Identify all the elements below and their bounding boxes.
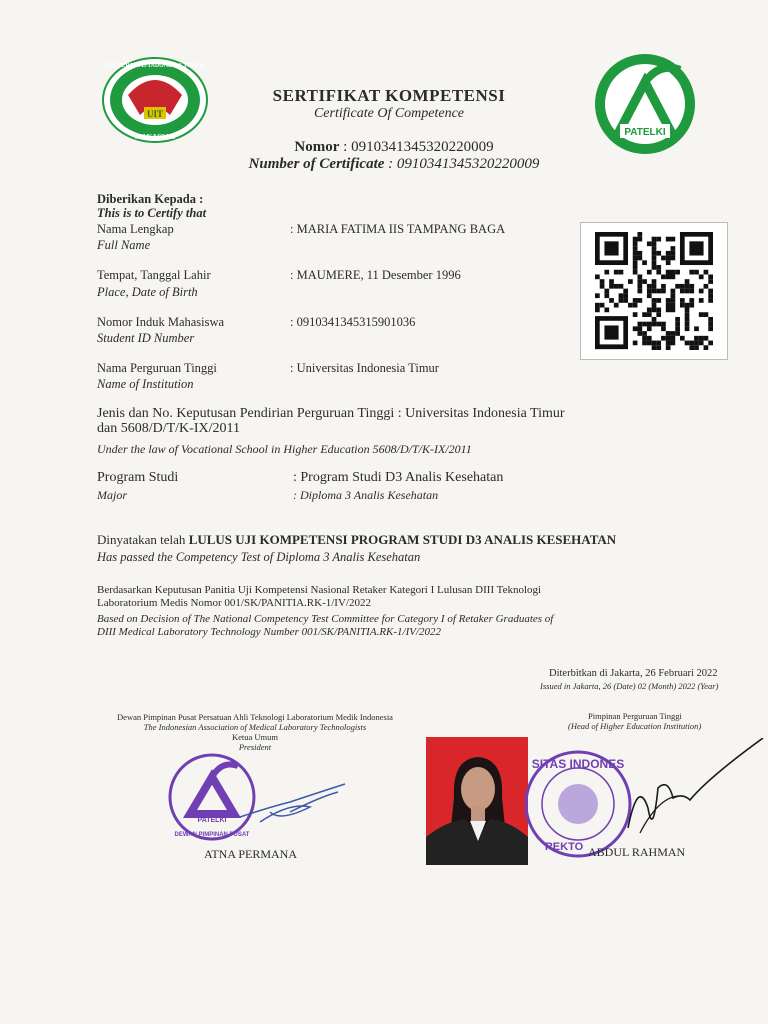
field-label-birth-en: Place, Date of Birth <box>97 285 198 299</box>
patelki-text: PATELKI <box>624 127 666 138</box>
certificate-number: Nomor : 0910341345320220009 <box>294 139 494 155</box>
given-to-en: This is to Certify that <box>97 206 207 220</box>
left-stamp-bottom: DEWAN PIMPINAN PUSAT <box>174 832 250 838</box>
number-label-en: Number of Certificate <box>248 156 385 172</box>
field-label-name-en: Full Name <box>97 238 151 252</box>
logo-bottom-text: MAKASSAR <box>134 133 176 141</box>
field-label-student-id-en: Student ID Number <box>97 331 195 345</box>
left-stamp-top: PATELKI <box>197 817 227 824</box>
certificate-number-en: Number of Certificate : 0910341345320220009 <box>248 156 540 172</box>
left-sign-name: ATNA PERMANA <box>204 847 298 861</box>
qr-code-icon <box>581 223 727 359</box>
left-org-en: The Indonesian Association of Medical Laboratory Technologists <box>143 722 367 732</box>
number-value-en: 0910341345320220009 <box>396 156 540 172</box>
right-role: Pimpinan Perguruan Tinggi <box>588 711 682 721</box>
uit-badge: UIT <box>146 109 164 119</box>
basis-line-2: Laboratorium Medis Nomor 001/SK/PANITIA.RK-1/IV/2022 <box>97 597 371 609</box>
certificate-title: SERTIFIKAT KOMPETENSI <box>272 86 506 105</box>
right-stamp-bottom: REKTO <box>544 841 584 853</box>
left-role-en: President <box>238 742 272 752</box>
field-label-name: Nama Lengkap <box>97 222 174 236</box>
program-label-en: Major <box>97 488 127 502</box>
field-label-student-id: Nomor Induk Mahasiswa <box>97 315 225 329</box>
right-sign-name: ABDUL RAHMAN <box>588 845 686 859</box>
number-label: Nomor <box>294 139 340 155</box>
basis-en-1: Based on Decision of The National Competency Test Committee for Category I of Retaker Graduates of <box>97 613 554 625</box>
decree-line-en: Under the law of Vocational School in Higher Education 5608/D/T/K-IX/2011 <box>97 442 472 456</box>
program-value: : Program Studi D3 Analis Kesehatan <box>293 470 504 485</box>
program-value-en: : Diploma 3 Analis Kesehatan <box>293 488 439 502</box>
certificate-subtitle: Certificate Of Competence <box>313 106 465 121</box>
right-role-en: (Head of Higher Education Institution) <box>568 721 702 731</box>
field-label-institution: Nama Perguruan Tinggi <box>97 361 217 375</box>
qr-code <box>580 222 728 360</box>
field-value-name: : MARIA FATIMA IIS TAMPANG BAGA <box>290 222 506 236</box>
given-to: Diberikan Kepada : <box>97 192 204 206</box>
left-role: Ketua Umum <box>231 732 279 742</box>
left-stamp-and-signature <box>160 752 360 847</box>
field-value-institution: : Universitas Indonesia Timur <box>290 361 439 375</box>
field-value-birth: : MAUMERE, 11 Desember 1996 <box>290 268 461 282</box>
decree-line-2: dan 5608/D/T/K-IX/2011 <box>97 421 240 436</box>
passed-en: Has passed the Competency Test of Diploma 3 Analis Kesehatan <box>97 550 421 564</box>
number-value: 0910341345320220009 <box>351 139 494 155</box>
passed-bold: LULUS UJI KOMPETENSI PROGRAM STUDI D3 ANALIS KESEHATAN <box>188 532 617 547</box>
logo-top-text: UNIVERSITAS INDONESIA TIMUR <box>106 63 204 69</box>
passed-statement <box>97 532 616 548</box>
field-value-student-id: : 0910341345315901036 <box>290 315 416 329</box>
field-label-institution-en: Name of Institution <box>97 377 194 391</box>
decree-line-1: Jenis dan No. Keputusan Pendirian Perguruan Tinggi : Universitas Indonesia Timur <box>97 406 565 421</box>
left-org: Dewan Pimpinan Pusat Persatuan Ahli Teknologi Laboratorium Medik Indonesia <box>117 712 393 722</box>
field-label-birth: Tempat, Tanggal Lahir <box>97 268 211 282</box>
basis-line-1: Berdasarkan Keputusan Panitia Uji Kompetensi Nasional Retaker Kategori I Lulusan DIII Teknologi <box>97 584 542 596</box>
basis-en-2: DIII Medical Laboratory Technology Number 001/SK/PANITIA.RK-1/IV/2022 <box>97 626 442 638</box>
program-label: Program Studi <box>97 470 179 485</box>
issued-line: Diterbitkan di Jakarta, 26 Februari 2022 <box>549 668 718 679</box>
passed-prefix: Dinyatakan telah <box>97 532 189 547</box>
right-stamp-top: SITAS INDONES <box>531 757 625 771</box>
issued-line-en: Issued in Jakarta, 26 (Date) 02 (Month) 2022 (Year) <box>540 681 719 691</box>
